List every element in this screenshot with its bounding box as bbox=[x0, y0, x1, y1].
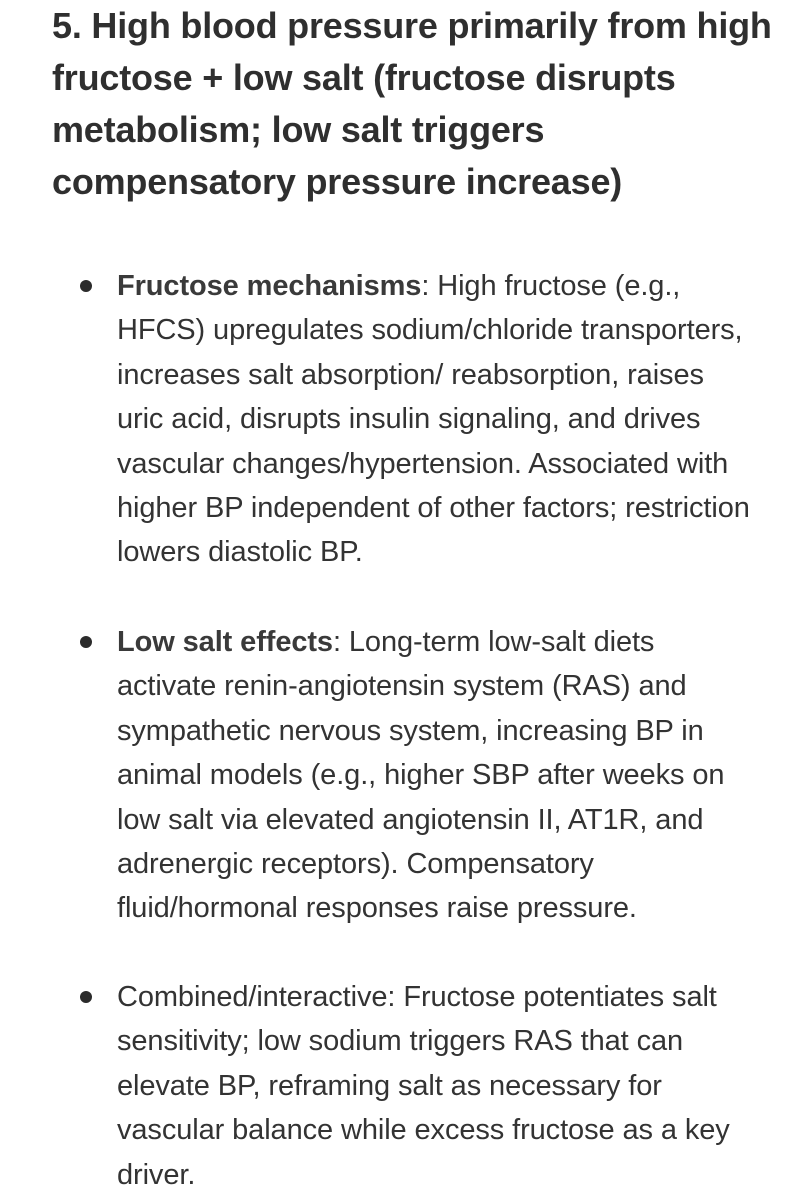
bullet-body: : High fructose (e.g., HFCS) upregulates sodium/chloride transporters, increases salt absorption/ reabsorption, raises uric acid, disrupts insulin signaling, and drives vascular changes/hypertension. Associated with higher BP independent of other factors; restriction lowers diastolic BP. bbox=[117, 270, 750, 569]
bullet-text bbox=[117, 620, 757, 931]
bullet-body: : Long-term low-salt diets activate renin-angiotensin system (RAS) and sympathetic nervous system, increasing BP in animal models (e.g., higher SBP after weeks on low salt via elevated angiotensin II, AT1R, and adrenergic receptors). Compensatory fluid/hormonal responses raise pressure. bbox=[117, 626, 725, 925]
section-heading: 5. High blood pressure primarily from high fructose + low salt (fructose disrupts metabolism; low salt triggers compensatory pressure increase) bbox=[52, 5, 772, 202]
bullet-dot-icon bbox=[80, 636, 92, 648]
bullet-dot-icon bbox=[80, 991, 92, 1003]
bullet-text bbox=[117, 264, 757, 575]
bullet-body: Combined/interactive: Fructose potentiates salt sensitivity; low sodium triggers RAS that can elevate BP, reframing salt as necessary for vascular balance while excess fructose as a key driver. bbox=[117, 981, 730, 1191]
bullet-lead: Fructose mechanisms bbox=[117, 270, 422, 302]
bullet-lead: Low salt effects bbox=[117, 626, 333, 658]
bullet-text bbox=[117, 975, 757, 1197]
bullet-dot-icon bbox=[80, 280, 92, 292]
